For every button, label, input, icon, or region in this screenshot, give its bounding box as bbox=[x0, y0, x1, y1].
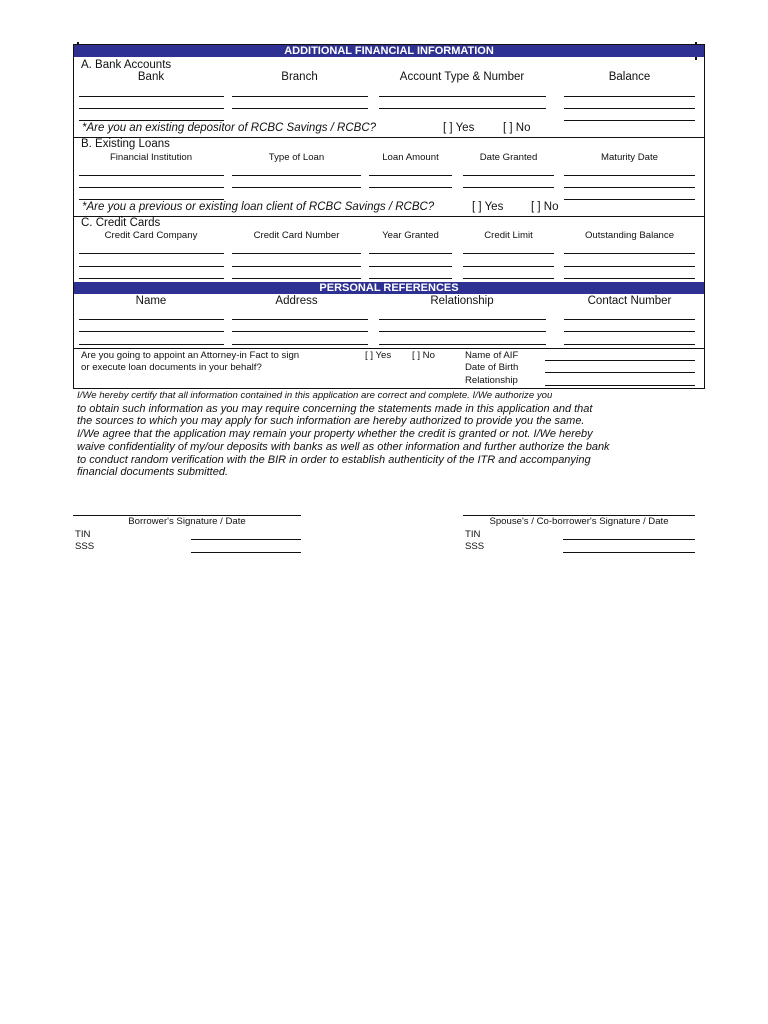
maturity-date-field[interactable] bbox=[564, 175, 695, 176]
card-number-field[interactable] bbox=[232, 278, 361, 279]
reference-name-field[interactable] bbox=[79, 319, 224, 320]
institution-field[interactable] bbox=[79, 199, 224, 200]
card-company-field[interactable] bbox=[79, 253, 224, 254]
certification-line: to obtain such information as you may require concerning the statements made in this application and that bbox=[77, 402, 593, 415]
column-header: Contact Number bbox=[587, 295, 672, 307]
certification-text bbox=[77, 390, 697, 479]
year-granted-field[interactable] bbox=[369, 266, 452, 267]
column-header: Outstanding Balance bbox=[584, 230, 675, 241]
reference-relationship-field[interactable] bbox=[379, 331, 546, 332]
loan-client-question: *Are you a previous or existing loan client of RCBC Savings / RCBC? bbox=[82, 201, 435, 213]
year-granted-field[interactable] bbox=[369, 278, 452, 279]
card-company-field[interactable] bbox=[79, 278, 224, 279]
aif-no-checkbox[interactable]: [ ] No bbox=[412, 350, 435, 361]
credit-limit-field[interactable] bbox=[463, 278, 554, 279]
borrower-tin-label: TIN bbox=[75, 529, 91, 540]
certification-line: I/We hereby certify that all information contained in this application are correct and complete. I/We authorize you bbox=[77, 390, 553, 401]
reference-contact-field[interactable] bbox=[564, 319, 695, 320]
credit-cards-title: C. Credit Cards bbox=[81, 217, 161, 229]
aif-relationship-label: Relationship bbox=[465, 375, 518, 386]
reference-relationship-field[interactable] bbox=[379, 344, 546, 345]
bank-accounts-title: A. Bank Accounts bbox=[81, 59, 172, 71]
year-granted-field[interactable] bbox=[369, 253, 452, 254]
loan-client-yes-checkbox[interactable]: [ ] Yes bbox=[472, 201, 504, 213]
coborrower-tin-field[interactable] bbox=[563, 539, 695, 540]
maturity-date-field[interactable] bbox=[564, 199, 695, 200]
aif-dob-field[interactable] bbox=[545, 372, 695, 373]
card-company-field[interactable] bbox=[79, 266, 224, 267]
date-granted-field[interactable] bbox=[463, 187, 554, 188]
balance-field[interactable] bbox=[564, 96, 695, 97]
additional-financial-header: ADDITIONAL FINANCIAL INFORMATION bbox=[74, 45, 704, 57]
branch-field[interactable] bbox=[232, 96, 368, 97]
column-header: Account Type & Number bbox=[399, 71, 525, 83]
loan-client-no-checkbox[interactable]: [ ] No bbox=[531, 201, 559, 213]
loan-amount-field[interactable] bbox=[369, 175, 452, 176]
reference-relationship-field[interactable] bbox=[379, 319, 546, 320]
divider bbox=[74, 216, 704, 217]
coborrower-tin-label: TIN bbox=[465, 529, 481, 540]
depositor-no-checkbox[interactable]: [ ] No bbox=[503, 122, 531, 134]
institution-field[interactable] bbox=[79, 187, 224, 188]
existing-loans-title: B. Existing Loans bbox=[81, 138, 170, 150]
coborrower-sss-label: SSS bbox=[465, 541, 485, 552]
credit-limit-field[interactable] bbox=[463, 266, 554, 267]
column-header: Relationship bbox=[430, 295, 494, 307]
card-number-field[interactable] bbox=[232, 253, 361, 254]
personal-references-header: PERSONAL REFERENCES bbox=[74, 282, 704, 294]
aif-dob-label: Date of Birth bbox=[465, 362, 519, 373]
column-header: Balance bbox=[608, 71, 651, 83]
credit-limit-field[interactable] bbox=[463, 253, 554, 254]
aif-relationship-field[interactable] bbox=[545, 385, 695, 386]
column-header: Credit Card Number bbox=[253, 230, 340, 241]
loan-amount-field[interactable] bbox=[369, 187, 452, 188]
reference-contact-field[interactable] bbox=[564, 331, 695, 332]
certification-line: the sources to which you may apply for such information are hereby authorized to provide you the same. bbox=[77, 415, 585, 428]
account-field[interactable] bbox=[379, 96, 546, 97]
column-header: Type of Loan bbox=[268, 152, 325, 163]
outstanding-balance-field[interactable] bbox=[564, 253, 695, 254]
maturity-date-field[interactable] bbox=[564, 187, 695, 188]
coborrower-sss-field[interactable] bbox=[563, 552, 695, 553]
borrower-sss-field[interactable] bbox=[191, 552, 301, 553]
reference-address-field[interactable] bbox=[232, 344, 368, 345]
account-field[interactable] bbox=[379, 108, 546, 109]
reference-contact-field[interactable] bbox=[564, 344, 695, 345]
column-header: Name bbox=[135, 295, 167, 307]
bank-field[interactable] bbox=[79, 96, 224, 97]
certification-line: to conduct random verification with the BIR in order to establish authenticity of the ITR and accompanying bbox=[77, 453, 591, 466]
column-header: Date Granted bbox=[479, 152, 538, 163]
column-header: Year Granted bbox=[382, 230, 439, 241]
reference-address-field[interactable] bbox=[232, 319, 368, 320]
aif-question-line2: or execute loan documents in your behalf? bbox=[81, 362, 262, 373]
institution-field[interactable] bbox=[79, 175, 224, 176]
certification-line: financial documents submitted. bbox=[77, 466, 229, 479]
outstanding-balance-field[interactable] bbox=[564, 278, 695, 279]
aif-question-line1: Are you going to appoint an Attorney-in Fact to sign bbox=[81, 350, 300, 361]
depositor-question: *Are you an existing depositor of RCBC Savings / RCBC? bbox=[82, 122, 377, 134]
certification-line: waive confidentiality of my/our deposits with banks as well as other information and further authorize the bank bbox=[77, 440, 610, 453]
column-header: Address bbox=[275, 295, 318, 307]
divider bbox=[74, 348, 704, 349]
reference-name-field[interactable] bbox=[79, 344, 224, 345]
column-header: Credit Card Company bbox=[104, 230, 198, 241]
borrower-tin-field[interactable] bbox=[191, 539, 301, 540]
bank-field[interactable] bbox=[79, 108, 224, 109]
column-header: Financial Institution bbox=[109, 152, 193, 163]
borrower-sss-label: SSS bbox=[75, 541, 95, 552]
borrower-signature-label: Borrower's Signature / Date bbox=[128, 516, 246, 527]
bank-field[interactable] bbox=[79, 120, 224, 121]
outstanding-balance-field[interactable] bbox=[564, 266, 695, 267]
branch-field[interactable] bbox=[232, 108, 368, 109]
balance-field[interactable] bbox=[564, 120, 695, 121]
column-header: Branch bbox=[281, 71, 318, 83]
certification-line: I/We agree that the application may remain your property whether the credit is granted or not. I/We hereby bbox=[77, 428, 593, 441]
balance-field[interactable] bbox=[564, 108, 695, 109]
aif-yes-checkbox[interactable]: [ ] Yes bbox=[365, 350, 392, 361]
loan-type-field[interactable] bbox=[232, 187, 361, 188]
column-header: Bank bbox=[137, 71, 165, 83]
date-granted-field[interactable] bbox=[463, 175, 554, 176]
reference-name-field[interactable] bbox=[79, 331, 224, 332]
depositor-yes-checkbox[interactable]: [ ] Yes bbox=[443, 122, 475, 134]
card-number-field[interactable] bbox=[232, 266, 361, 267]
column-header: Maturity Date bbox=[600, 152, 659, 163]
coborrower-signature-label: Spouse's / Co-borrower's Signature / Date bbox=[489, 516, 669, 527]
loan-type-field[interactable] bbox=[232, 175, 361, 176]
column-header: Credit Limit bbox=[484, 230, 533, 241]
aif-name-field[interactable] bbox=[545, 360, 695, 361]
column-header: Loan Amount bbox=[382, 152, 439, 163]
reference-address-field[interactable] bbox=[232, 331, 368, 332]
aif-name-label: Name of AIF bbox=[465, 350, 519, 361]
